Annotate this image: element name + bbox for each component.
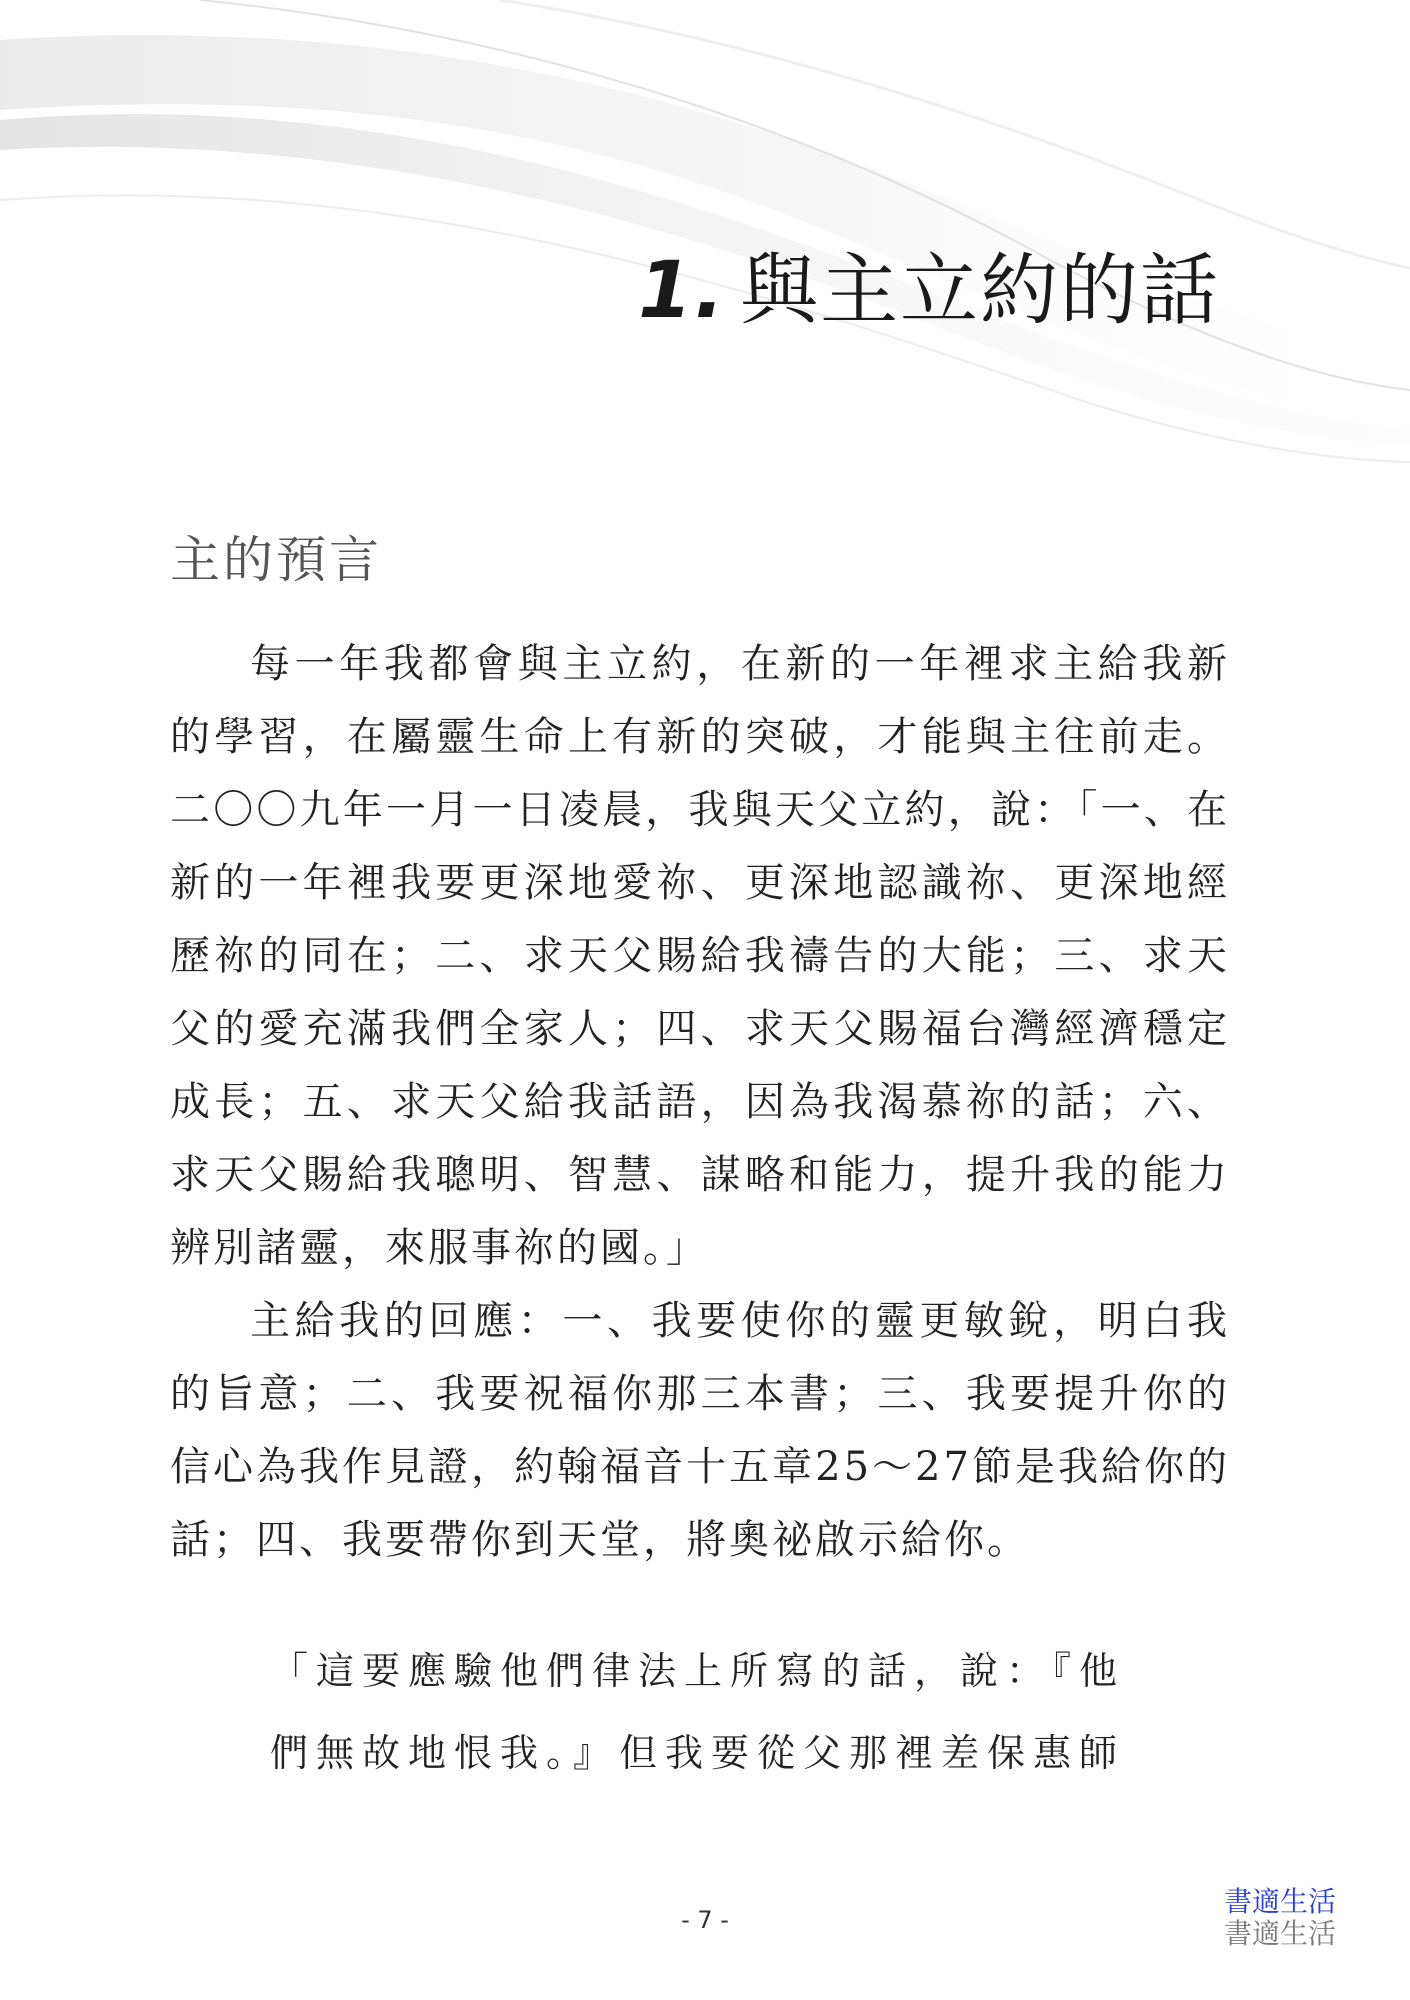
page-number: - 7 - (681, 1906, 729, 1934)
chapter-number: 1. (638, 246, 726, 336)
chapter-title (638, 228, 1220, 340)
section-heading: 主的預言 (170, 531, 382, 589)
watermark-line-2: 書適生活 (1223, 1917, 1336, 1950)
chapter-title-text: 與主立約的話 (739, 246, 1220, 336)
body-text (170, 628, 1230, 1577)
paragraph: 每一年我都會與主立約，在新的一年裡求主給我新的學習，在屬靈生命上有新的突破，才能與主往前走。二〇〇九年一月一日凌晨，我與天父立約，說：「一、在新的一年裡我要更深地愛祢、更深地認識祢、更深地經歷祢的同在；二、求天父賜給我禱告的大能；三、求天父的愛充滿我們全家人；四、求天父賜福台灣經濟穩定成長；五、求天父給我話語，因為我渴慕祢的話；六、求天父賜給我聰明、智慧、謀略和能力，提升我的能力辨別諸靈，來服事祢的國。」 (170, 641, 1230, 1271)
scripture-line: 們無故地恨我。』但我要從父那裡差保惠師 (270, 1731, 1126, 1775)
watermark (1224, 1886, 1336, 1950)
paragraph: 主給我的回應：一、我要使你的靈更敏銳，明白我的旨意；二、我要祝福你那三本書；三、我要提升你的信心為我作見證，約翰福音十五章25～27節是我給你的話；四、我要帶你到天堂，將奧祕啟示給你。 (170, 1298, 1230, 1563)
scripture-quote (270, 1630, 1150, 1794)
watermark-line-1: 書適生活 (1223, 1885, 1336, 1918)
scripture-line: 「這要應驗他們律法上所寫的話，說：『他 (270, 1649, 1126, 1693)
